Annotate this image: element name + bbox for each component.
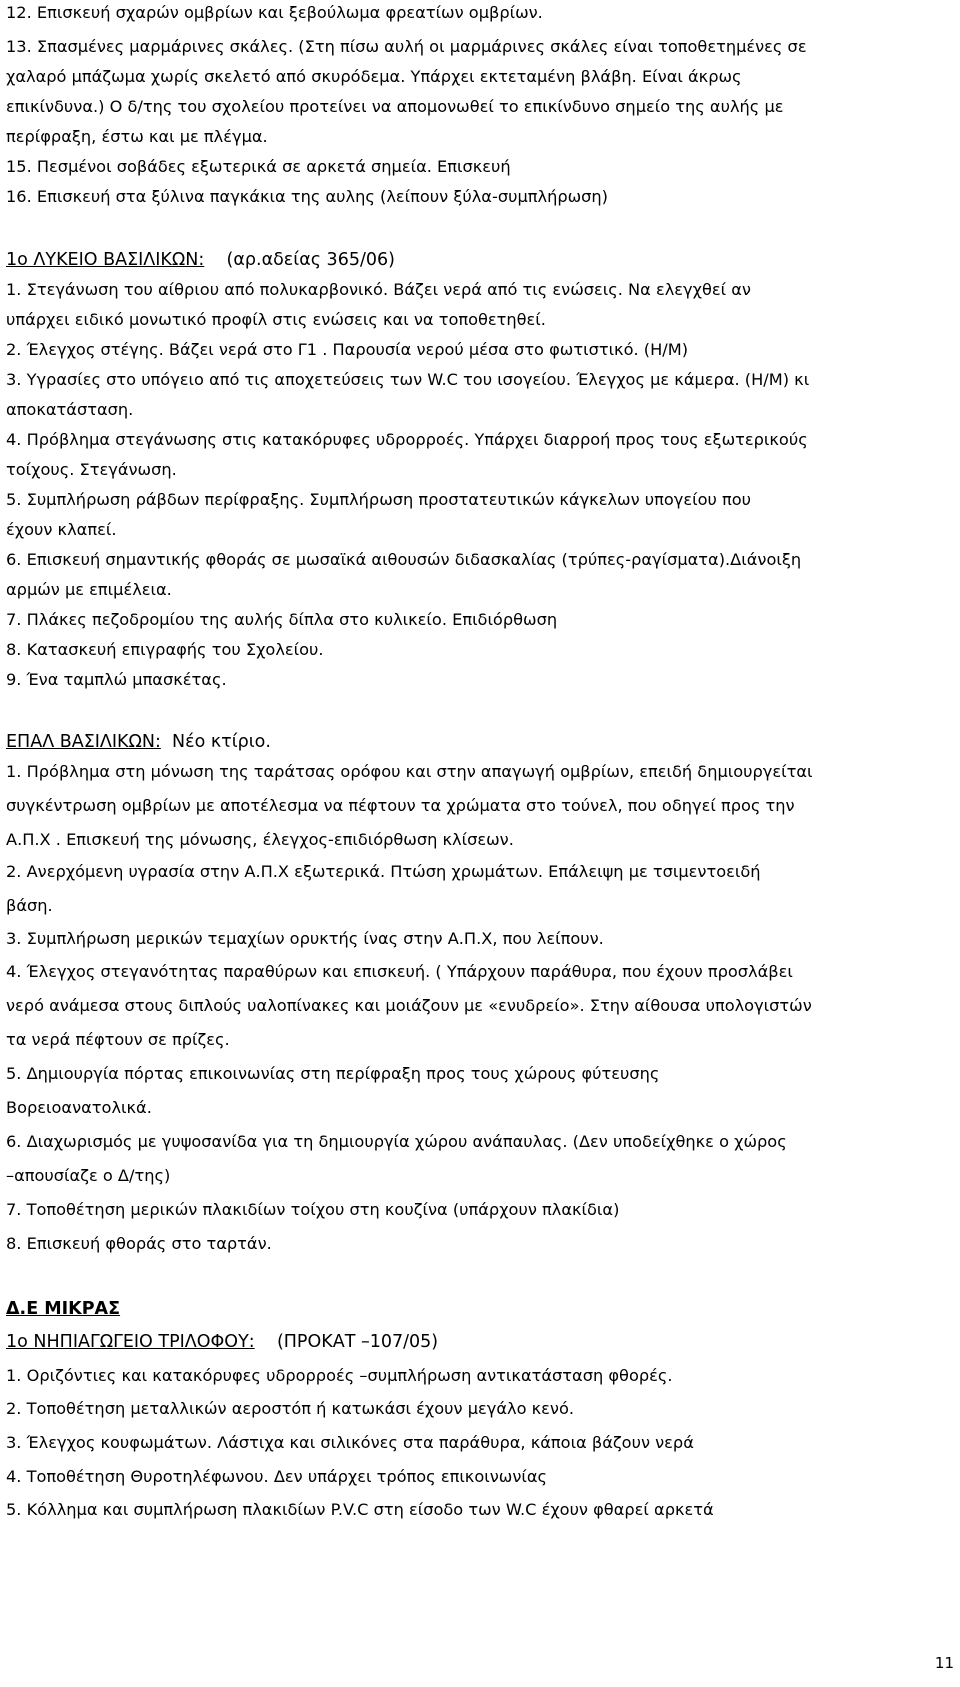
list-item: 7. Τοποθέτηση μερικών πλακιδίων τοίχου στη κουζίνα (υπάρχουν πλακίδια)	[6, 1200, 620, 1219]
municipal-unit-heading: Δ.Ε ΜΙΚΡΑΣ	[6, 1299, 121, 1319]
list-item: 4. Έλεγχος στεγανότητας παραθύρων και επισκευή. ( Υπάρχουν παράθυρα, που έχουν προσλάβει	[6, 962, 793, 981]
list-item: 3. Υγρασίες στο υπόγειο από τις αποχετεύσεις των W.C του ισογείου. Έλεγχος με κάμερα. (Η/Μ) κι	[6, 370, 810, 389]
list-item: 5. Δημιουργία πόρτας επικοινωνίας στη περίφραξη προς τους χώρους φύτευσης	[6, 1064, 660, 1083]
list-item: επικίνδυνα.) Ο δ/της του σχολείου προτείνει να απομονωθεί το επικίνδυνο σημείο της αυλής με	[6, 97, 784, 116]
list-item: αποκατάσταση.	[6, 400, 134, 419]
list-item: 2. Έλεγχος στέγης. Βάζει νερά στο Γ1 . Παρουσία νερού μέσα στο φωτιστικό. (Η/Μ)	[6, 340, 689, 359]
list-item: συγκέντρωση ομβρίων με αποτέλεσμα να πέφτουν τα χρώματα στο τούνελ, που οδηγεί προς την	[6, 796, 795, 815]
list-item: 3. Συμπλήρωση μερικών τεμαχίων ορυκτής ίνας στην Α.Π.Χ, που λείπουν.	[6, 929, 604, 948]
list-item: 1. Οριζόντιες και κατακόρυφες υδρορροές –συμπλήρωση αντικατάσταση φθορές.	[6, 1366, 673, 1385]
list-item: 5. Κόλλημα και συμπλήρωση πλακιδίων P.V.C στη είσοδο των W.C έχουν φθαρεί αρκετά	[6, 1500, 714, 1519]
list-item: 2. Ανερχόμενη υγρασία στην Α.Π.Χ εξωτερικά. Πτώση χρωμάτων. Επάλειψη με τσιμεντοειδή	[6, 862, 761, 881]
list-item: 2. Τοποθέτηση μεταλλικών αεροστόπ ή κατωκάσι έχουν μεγάλο κενό.	[6, 1399, 575, 1418]
school-name: ΕΠΑΛ ΒΑΣΙΛΙΚΩΝ:	[6, 732, 161, 752]
list-item: 5. Συμπλήρωση ράβδων περίφραξης. Συμπλήρωση προστατευτικών κάγκελων υπογείου που	[6, 490, 752, 509]
building-note: Νέο κτίριο.	[172, 732, 271, 752]
list-item: 3. Έλεγχος κουφωμάτων. Λάστιχα και σιλικόνες στα παράθυρα, κάποια βάζουν νερά	[6, 1433, 694, 1452]
section-title-nipiagogeio	[6, 1331, 952, 1353]
list-item: –απουσίαζε ο Δ/της)	[6, 1166, 171, 1185]
list-item: αρμών με επιμέλεια.	[6, 580, 172, 599]
list-item: 9. Ένα ταμπλώ μπασκέτας.	[6, 670, 227, 689]
list-item: χαλαρό μπάζωμα χωρίς σκελετό από σκυρόδεμα. Υπάρχει εκτεταμένη βλάβη. Είναι άκρως	[6, 67, 742, 86]
list-item: 12. Επισκευή σχαρών ομβρίων και ξεβούλωμα φρεατίων ομβρίων.	[6, 3, 543, 22]
list-item: 1. Στεγάνωση του αίθριου από πολυκαρβονικό. Βάζει νερά από τις ενώσεις. Να ελεγχθεί αν	[6, 280, 751, 299]
list-item: 13. Σπασμένες μαρμάρινες σκάλες. (Στη πίσω αυλή οι μαρμάρινες σκάλες είναι τοποθετημένες σε	[6, 37, 807, 56]
list-item: τα νερά πέφτουν σε πρίζες.	[6, 1030, 230, 1049]
school-name: 1ο ΝΗΠΙΑΓΩΓΕΙΟ ΤΡΙΛΟΦΟΥ:	[6, 1332, 255, 1352]
list-item: 16. Επισκευή στα ξύλινα παγκάκια της αυλης (λείπουν ξύλα-συμπλήρωση)	[6, 187, 608, 206]
school-name: 1ο ΛΥΚΕΙΟ ΒΑΣΙΛΙΚΩΝ:	[6, 250, 205, 270]
list-item: 6. Επισκευή σημαντικής φθοράς σε μωσαϊκά αιθουσών διδασκαλίας (τρύπες-ραγίσματα).Διάνοιξη	[6, 550, 802, 569]
list-item: έχουν κλαπεί.	[6, 520, 117, 539]
list-item: 8. Κατασκευή επιγραφής του Σχολείου.	[6, 640, 324, 659]
list-item: 7. Πλάκες πεζοδρομίου της αυλής δίπλα στο κυλικείο. Επιδιόρθωση	[6, 610, 558, 629]
list-item: Α.Π.Χ . Επισκευή της μόνωσης, έλεγχος-επιδιόρθωση κλίσεων.	[6, 830, 514, 849]
license-number: (αρ.αδείας 365/06)	[226, 250, 395, 270]
page-number: 11	[934, 1654, 954, 1672]
list-item: υπάρχει ειδικό μονωτικό προφίλ στις ενώσεις και να τοποθετηθεί.	[6, 310, 546, 329]
list-item: 4. Πρόβλημα στεγάνωσης στις κατακόρυφες υδρορροές. Υπάρχει διαρροή προς τους εξωτερικούς	[6, 430, 808, 449]
section-title-lykeio	[6, 249, 952, 271]
license-number: (ΠΡΟΚΑΤ –107/05)	[276, 1332, 439, 1352]
list-item: 6. Διαχωρισμός με γυψοσανίδα για τη δημιουργία χώρου ανάπαυλας. (Δεν υποδείχθηκε ο χώρος	[6, 1132, 787, 1151]
list-item: 8. Επισκευή φθοράς στο ταρτάν.	[6, 1234, 272, 1253]
list-item: βάση.	[6, 896, 53, 915]
list-item: 15. Πεσμένοι σοβάδες εξωτερικά σε αρκετά σημεία. Επισκευή	[6, 157, 511, 176]
list-item: 4. Τοποθέτηση Θυροτηλέφωνου. Δεν υπάρχει τρόπος επικοινωνίας	[6, 1467, 548, 1486]
list-item: 1. Πρόβλημα στη μόνωση της ταράτσας ορόφου και στην απαγωγή ομβρίων, επειδή δημιουργείται	[6, 762, 813, 781]
list-item: περίφραξη, έστω και με πλέγμα.	[6, 127, 268, 146]
list-item: τοίχους. Στεγάνωση.	[6, 460, 177, 479]
list-item: νερό ανάμεσα στους διπλούς υαλοπίνακες και μοιάζουν με «ενυδρείο». Στην αίθουσα υπολογιστών	[6, 996, 812, 1015]
section-title-epal	[6, 731, 952, 753]
list-item: Βορειοανατολικά.	[6, 1098, 152, 1117]
